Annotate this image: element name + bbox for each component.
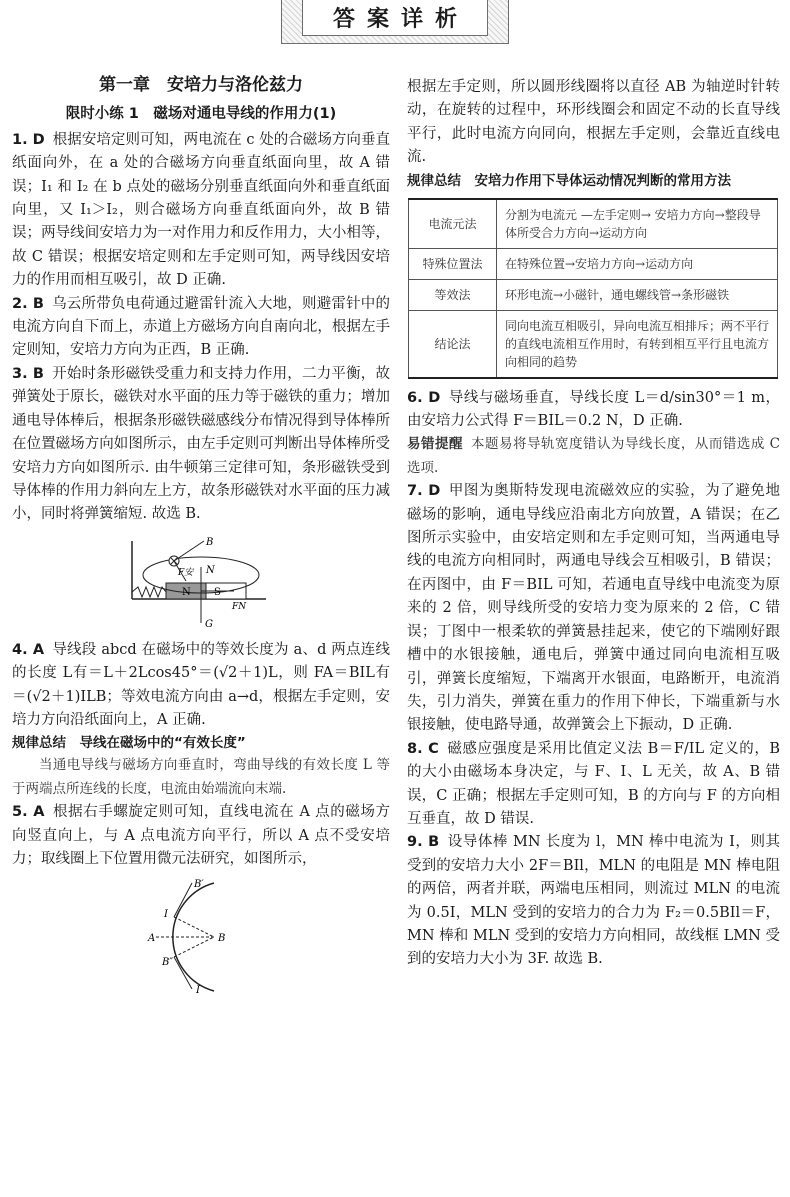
label-B-center: B [218, 933, 226, 945]
table-row [409, 279, 778, 310]
answer-9-number: 9. B [407, 834, 440, 851]
answer-4-text: 导线段 abcd 在磁场中的等效长度为 a、d 两点连线的长度 L有＝L＋2Lcos45°＝(√2＋1)L，则 FA＝BIL有＝(√2＋1)ILB；等效电流方向由 a→d，根据左手定则，安培力方向沿纸面向上，A 正确. [12, 641, 390, 728]
method-description: 环形电流→小磁针，通电螺线管→条形磁铁 [497, 279, 778, 310]
answer-8-number: 8. C [407, 740, 439, 757]
method-name: 电流元法 [409, 199, 497, 249]
method-name: 等效法 [409, 279, 497, 310]
summary-1-title: 导线在磁场中的“有效长度” [79, 735, 246, 752]
answer-1 [12, 129, 390, 293]
label-B2: B″ [162, 957, 174, 969]
methods-table [408, 198, 778, 379]
answer-7-text: 甲图为奥斯特发现电流磁效应的实验，为了避免地磁场的影响，通电导线应沿南北方向放置，A 错误；在乙图所示实验中，由安培定则和左手定则可知，当两通电导线的电流方向相同时，两通电导线会互相吸引，B 错误；在丙图中，由 F＝BIL 可知，若通电直导线中电流变为原来的 2 倍，则导线所受的安培力变为原来的 2 倍，C 错误；丁图中一根柔软的弹簧悬挂起来，使它的下端刚好跟槽中的水银接触，通电后，弹簧中通过同向电流相互吸引，弹簧长度缩短，下端离开水银面，电路断开，电流消失，引力消失，弹簧在重力的作用下伸长，下端重新与水银接触，使电路导通，故弹簧会上下振动，D 正确. [407, 483, 780, 734]
label-B1: B′ [194, 879, 204, 891]
answer-8-text: 磁感应强度是采用比值定义法 B＝F/IL 定义的，B 的大小由磁场本身决定，与 F、I、L 无关，故 A、B 错误，C 正确；根据左手定则可知，B 的方向与 F 的方向相互垂直，故 D 错误. [407, 740, 780, 827]
answer-7 [407, 480, 780, 737]
answer-8 [407, 738, 780, 832]
field-B2-arrow [174, 957, 192, 989]
table-row [409, 248, 778, 279]
chapter-title: 第一章 安培力与洛伦兹力 [99, 75, 303, 95]
answer-5-text: 根据右手螺旋定则可知，直线电流在 A 点的磁场方向竖直向上，与 A 点电流方向平行，所以 A 点不受安培力；取线圈上下位置用微元法研究，如图所示， [12, 804, 390, 867]
method-description: 在特殊位置→安培力方向→运动方向 [497, 248, 778, 279]
label-G: G [205, 618, 213, 630]
table-row [409, 310, 778, 378]
label-N-pole: N [182, 586, 191, 598]
method-name: 结论法 [409, 310, 497, 378]
mistake-label: 易错提醒 [407, 436, 463, 453]
answer-3-number: 3. B [12, 365, 44, 382]
mistake-note [407, 433, 780, 480]
method-description: 同向电流互相吸引，异向电流互相排斥；两不平行的直线电流相互作用时，有转到相互平行且电流方向相同的趋势 [497, 310, 778, 378]
right-column [407, 76, 780, 972]
answer-5-number: 5. A [12, 804, 45, 821]
answer-4-number: 4. A [12, 641, 45, 658]
answer-2 [12, 293, 390, 363]
answer-4 [12, 639, 390, 733]
banner-title: 答案详析 [332, 7, 469, 32]
method-name: 特殊位置法 [409, 248, 497, 279]
summary-1-heading [12, 732, 390, 754]
summary-2-title: 安培力作用下导体运动情况判断的常用方法 [474, 172, 731, 189]
answer-2-text: 乌云所带负电荷通过避雷针流入大地，则避雷针中的电流方向自下而上，赤道上方磁场方向自南向北，根据左手定则知，安培力方向为正西，B 正确. [12, 295, 391, 359]
answer-3-text: 开始时条形磁铁受重力和支持力作用，二力平衡，故弹簧处于原长，磁铁对水平面的压力等于磁铁的重力；增加通电导体棒后，根据条形磁铁磁感线分布情况得到导体棒所在位置磁场方向如图所示，由左手定则可判断出导体棒所受安培力方向如图所示. 由牛顿第三定律可知，条形磁铁受到导体棒的作用力斜向左上方，故条形磁铁对水平面的压力减小，同时将弹簧缩短. 故选 B. [12, 365, 391, 523]
ring-coil-figure [150, 877, 270, 995]
answer-3 [12, 363, 390, 527]
answer-9-text: 设导体棒 MN 长度为 l，MN 棒中电流为 I，则其受到的安培力大小 2F＝BIl，MLN 的电阻是 MN 棒电阻的两倍，两者并联，两端电压相同，则流过 MLN 的电流为 0.5I，MLN 受到的安培力的合力为 F₂＝0.5BIl＝F，MN 棒和 MLN 受到的安培力方向相同，故线框 LMN 受到的安培力大小为 3F. 故选 B. [407, 834, 780, 968]
answer-1-text: 根据安培定则可知，两电流在 c 处的合磁场方向垂直纸面向外，在 a 处的合磁场方向垂直纸面向里，故 A 错误；I₁ 和 I₂ 在 b 点处的磁场分别垂直纸面向外和垂直纸面向里，又 I₁＞I₂，则合磁场方向垂直纸面向外，故 B 错误；两导线间安培力为一对作用力和反作用力，大小相等，故 C 错误；根据安培定则和左手定则可知，两导线因安培力的作用而相互吸引，故 D 正确. [12, 131, 391, 289]
answer-6 [407, 387, 780, 434]
header-banner-inner [302, 0, 488, 36]
method-description: 分割为电流元 —左手定则→ 安培力方向→整段导体所受合力方向→运动方向 [497, 199, 778, 249]
answer-7-number: 7. D [407, 483, 441, 500]
label-N-force: N [206, 564, 215, 576]
answer-5 [12, 801, 390, 871]
header-banner [281, 0, 509, 44]
field-B-arrow [174, 541, 204, 561]
answer-6-text: 导线与磁场垂直，导线长度 L＝d/sin30°＝1 m，由安培力公式得 F＝BIL＝0.2 N，D 正确. [407, 389, 781, 430]
label-FN: FN [232, 601, 247, 612]
answer-5-continued: 根据左手定则，所以圆形线圈将以直径 AB 为轴逆时针转动，在旋转的过程中，环形线圈会和固定不动的长直导线平行，此时电流方向同向，根据左手定则，会靠近直线电流. [407, 79, 780, 166]
summary-2-heading [407, 170, 780, 192]
magnet-spring-figure [126, 537, 276, 629]
summary-1-text: 当通电导线与磁场方向垂直时，弯曲导线的有效长度 L 等于两端点所连线的长度，电流由始端流向末端. [12, 757, 390, 797]
answer-1-number: 1. D [12, 131, 45, 148]
label-F-an: F安 [178, 567, 194, 578]
label-B: B [206, 536, 214, 548]
label-I-top: I [164, 909, 168, 921]
section-title: 限时小练 1 磁场对通电导线的作用力(1) [65, 106, 337, 123]
table-row [409, 199, 778, 249]
summary-1-label: 规律总结 [12, 735, 66, 752]
left-column [12, 74, 390, 995]
mistake-text: 本题易将导轨宽度错认为导线长度，从而错选成 C 选项. [407, 436, 780, 476]
answer-2-number: 2. B [12, 295, 44, 312]
answer-6-number: 6. D [407, 389, 441, 406]
label-I-bottom: I [196, 985, 200, 997]
field-B1-arrow [174, 883, 192, 917]
summary-2-label: 规律总结 [407, 172, 461, 189]
label-S-pole: S [214, 586, 221, 598]
answer-9 [407, 831, 780, 971]
label-A: A [148, 933, 156, 945]
